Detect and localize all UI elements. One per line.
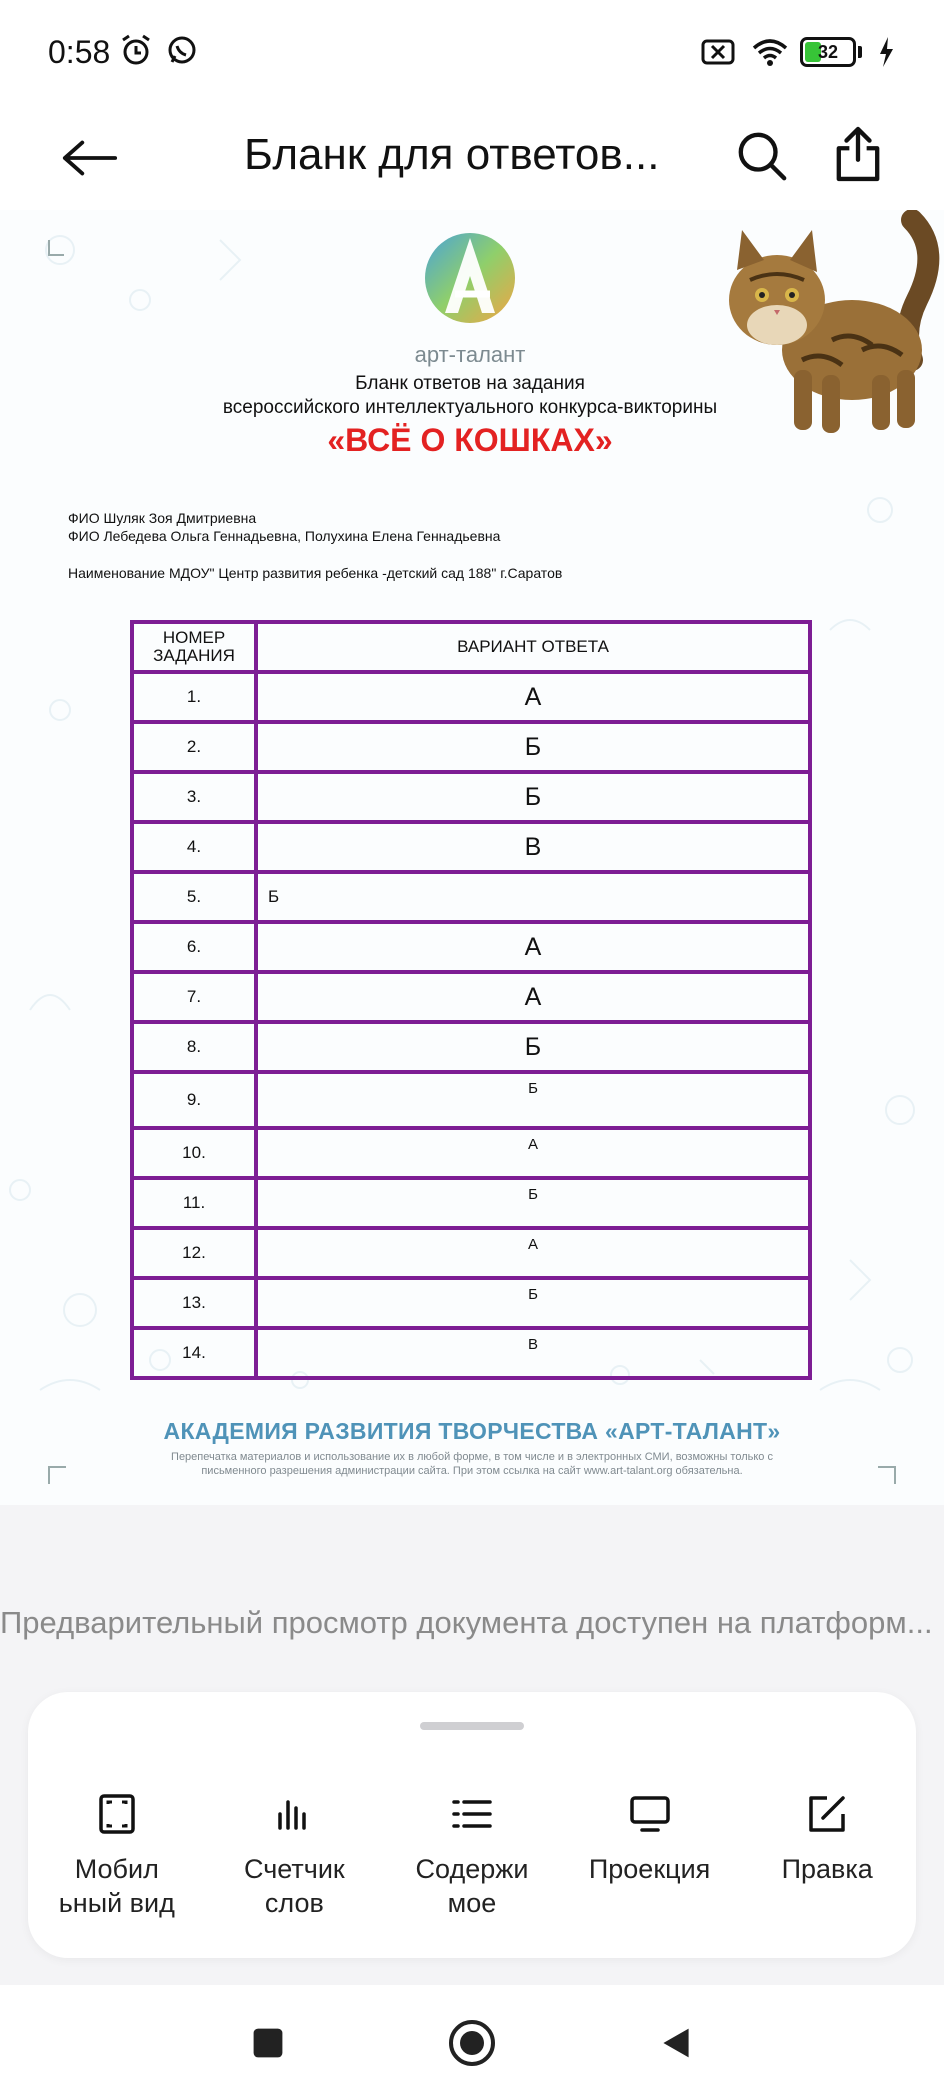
table-row xyxy=(132,672,810,722)
answer-cell: Б xyxy=(256,722,810,772)
table-row xyxy=(132,1128,810,1178)
table-row xyxy=(132,972,810,1022)
preview-note: Предварительный просмотр документа доступен на платформ... xyxy=(0,1605,933,1640)
battery-icon xyxy=(800,37,856,67)
projection-icon xyxy=(628,1792,672,1836)
status-bar xyxy=(0,0,944,110)
fio-line-2: ФИО Лебедева Ольга Геннадьевна, Полухина Елена Геннадьевна xyxy=(68,528,501,544)
document-heading xyxy=(150,372,790,420)
table-row xyxy=(132,1228,810,1278)
task-number: 4. xyxy=(132,822,256,872)
heading-line-1: Бланк ответов на задания xyxy=(355,373,585,394)
battery-cap xyxy=(858,46,862,58)
table-row xyxy=(132,872,810,922)
back-arrow-icon xyxy=(61,138,119,178)
edit-icon xyxy=(805,1792,849,1836)
wifi-icon xyxy=(750,34,786,70)
edit-button[interactable] xyxy=(738,1792,916,1920)
fio-line-1: ФИО Шуляк Зоя Дмитриевна xyxy=(68,510,257,526)
answers-table xyxy=(130,620,812,1380)
recents-button[interactable] xyxy=(238,2013,298,2073)
table-row xyxy=(132,1072,810,1128)
back-button[interactable] xyxy=(60,130,120,186)
answer-cell: Б xyxy=(256,1178,810,1228)
answer-cell: А xyxy=(256,672,810,722)
task-number: 6. xyxy=(132,922,256,972)
app-bar xyxy=(0,110,944,206)
answer-cell: Б xyxy=(256,872,810,922)
brand-name: арт-талант xyxy=(414,342,526,367)
search-button[interactable] xyxy=(732,126,792,186)
art-talant-logo xyxy=(420,228,520,328)
table-row xyxy=(132,722,810,772)
table-header-row xyxy=(132,622,810,672)
label-line-1: Правка xyxy=(781,1854,873,1884)
task-number: 12. xyxy=(132,1228,256,1278)
answer-cell: Б xyxy=(256,1022,810,1072)
contents-label xyxy=(397,1852,547,1920)
answer-cell: А xyxy=(256,1128,810,1178)
word-count-button[interactable] xyxy=(206,1792,384,1920)
answer-cell: А xyxy=(256,1228,810,1278)
answer-cell: А xyxy=(256,972,810,1022)
table-row xyxy=(132,822,810,872)
contest-title: «ВСЁ О КОШКАХ» xyxy=(327,422,613,458)
back-triangle-icon xyxy=(658,2024,694,2062)
word-count-icon xyxy=(272,1792,316,1836)
label-line-1: Содержи xyxy=(415,1854,529,1884)
alarm-icon xyxy=(118,32,154,68)
whatsapp-icon xyxy=(164,32,200,68)
projection-button[interactable] xyxy=(561,1792,739,1920)
table-row xyxy=(132,1022,810,1072)
table-row xyxy=(132,922,810,972)
table-row xyxy=(132,1328,810,1378)
answer-cell: В xyxy=(256,1328,810,1378)
home-circle-icon xyxy=(447,2018,497,2068)
task-number: 13. xyxy=(132,1278,256,1328)
bottom-sheet xyxy=(28,1692,916,1958)
status-time: 0:58 xyxy=(48,34,111,70)
search-icon xyxy=(735,129,789,183)
task-number: 1. xyxy=(132,672,256,722)
crop-mark xyxy=(48,240,64,256)
mobile-view-label xyxy=(42,1852,192,1920)
crop-mark xyxy=(878,1466,896,1484)
edit-label xyxy=(752,1852,902,1886)
task-number: 11. xyxy=(132,1178,256,1228)
cat-illustration xyxy=(702,210,942,440)
label-line-1: Проекция xyxy=(588,1854,711,1884)
home-button[interactable] xyxy=(442,2013,502,2073)
task-number: 10. xyxy=(132,1128,256,1178)
answer-cell: Б xyxy=(256,1278,810,1328)
sheet-drag-handle[interactable] xyxy=(420,1722,524,1730)
label-line-2: мое xyxy=(447,1888,497,1918)
battery-level: 32 xyxy=(817,41,839,62)
task-number: 7. xyxy=(132,972,256,1022)
column-header-answer: ВАРИАНТ ОТВЕТА xyxy=(256,622,810,672)
projection-label xyxy=(575,1852,725,1886)
task-number: 9. xyxy=(132,1072,256,1128)
disclaimer-line-2: письменного разрешения администрации сайта. При этом ссылка на сайт www.art-talant.org обязательна. xyxy=(201,1465,743,1477)
charging-icon xyxy=(876,34,896,70)
mobile-view-button[interactable] xyxy=(28,1792,206,1920)
label-line-2: слов xyxy=(264,1888,324,1918)
answer-cell: А xyxy=(256,922,810,972)
label-line-1: Счетчик xyxy=(244,1854,345,1884)
table-row xyxy=(132,1178,810,1228)
page-title: Бланк для ответов... xyxy=(244,130,660,179)
academy-footer: АКАДЕМИЯ РАЗВИТИЯ ТВОРЧЕСТВА «АРТ-ТАЛАНТ» xyxy=(163,1418,781,1444)
square-icon xyxy=(250,2025,286,2061)
column-header-number xyxy=(132,622,256,672)
contents-icon xyxy=(450,1792,494,1836)
label-line-1: Мобил xyxy=(74,1854,159,1884)
task-number: 14. xyxy=(132,1328,256,1378)
column-header-number-line-2: ЗАДАНИЯ xyxy=(153,646,235,665)
system-nav-bar xyxy=(0,1985,944,2098)
table-row xyxy=(132,1278,810,1328)
sim-off-icon xyxy=(700,34,736,70)
copyright-disclaimer xyxy=(90,1450,854,1478)
word-count-label xyxy=(219,1852,369,1920)
answer-cell: Б xyxy=(256,772,810,822)
task-number: 8. xyxy=(132,1022,256,1072)
share-button[interactable] xyxy=(828,122,888,186)
heading-line-2: всероссийского интеллектуального конкурса-викторины xyxy=(222,397,718,418)
task-number: 5. xyxy=(132,872,256,922)
document-page[interactable] xyxy=(0,210,944,1505)
share-icon xyxy=(834,125,882,183)
disclaimer-line-1: Перепечатка материалов и использование их в любой форме, в том числе и в электронных СМИ, возможны только с xyxy=(171,1451,773,1463)
task-number: 3. xyxy=(132,772,256,822)
answer-cell: Б xyxy=(256,1072,810,1128)
back-nav-button[interactable] xyxy=(646,2013,706,2073)
institution-line: Наименование МДОУ" Центр развития ребенка -детский сад 188" г.Саратов xyxy=(68,565,563,581)
table-row xyxy=(132,772,810,822)
crop-mark xyxy=(48,1466,66,1484)
task-number: 2. xyxy=(132,722,256,772)
mobile-view-icon xyxy=(95,1792,139,1836)
answer-cell: В xyxy=(256,822,810,872)
contents-button[interactable] xyxy=(383,1792,561,1920)
column-header-number-line-1: НОМЕР xyxy=(162,628,226,647)
label-line-2: ьный вид xyxy=(58,1888,175,1918)
